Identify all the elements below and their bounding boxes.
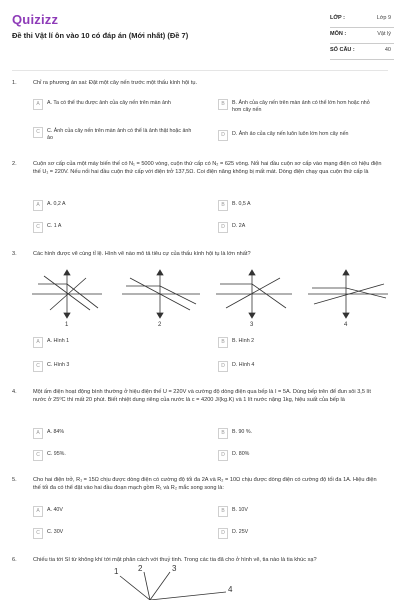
question-text: Cho hai điện trở, R₁ = 15Ω chịu được dòng điện có cường độ tối đa 2A và R₂ = 10Ω chịu được dòng điện có cường độ tối đa 1A. Hiệu điện thế tối đa có thể đặt vào hai đầu đoạn mạch gồm R₁ và R₂ mắc song song là: xyxy=(33,477,377,492)
option-letter-box: B xyxy=(218,337,228,348)
ray-label-3: 3 xyxy=(172,564,177,573)
option-letter-box: A xyxy=(33,99,43,110)
figure-label-3: 3 xyxy=(250,322,254,328)
option-text: C. 95%. xyxy=(47,451,66,457)
refraction-figure xyxy=(20,562,280,600)
question-number: 2. xyxy=(12,161,17,167)
option-text: D. 80% xyxy=(232,451,250,457)
figure-1 xyxy=(32,270,102,318)
question-text: Cuộn sơ cấp của một máy biến thế có N₁ = 5000 vòng, cuộn thứ cấp có N₂ = 625 vòng. Nối hai đầu cuộn sơ cấp vào mạng điện có hiệu điện thế U₁ = 220V. Nếu nối hai đầu cuộn thứ cấp với điện trở 137,5Ω. Coi điện năng không bị mất mát. Dòng điện chạy qua cuộn thứ cấp là xyxy=(33,161,382,176)
figure-4 xyxy=(308,270,388,318)
option-text: A. 84% xyxy=(47,429,65,435)
question-number: 4. xyxy=(12,389,17,395)
meta-row-subject xyxy=(330,28,394,44)
option-letter-box: C xyxy=(33,528,43,539)
option-text: D. Ảnh ảo của cây nến luôn luôn lớn hơn cây nến xyxy=(232,131,349,137)
option-letter-box: D xyxy=(218,528,228,539)
option-letter-box: B xyxy=(218,506,228,517)
option-text: A. 40V xyxy=(47,507,63,513)
option-text: D. Hình 4 xyxy=(232,362,255,368)
meta-info-table xyxy=(330,12,394,60)
option-text: C. 1 A xyxy=(47,223,62,229)
option-letter-box: B xyxy=(218,99,228,110)
option-letter-box: C xyxy=(33,222,43,233)
option-text: C. Hình 3 xyxy=(47,362,70,368)
option-text: D. 2A xyxy=(232,223,246,229)
option-letter-box: B xyxy=(218,200,228,211)
question-text: Chiếu tia tới SI từ không khí tới mặt phân cách với thuỷ tinh. Trong các tia đã cho ở hình vẽ, tia nào là tia khúc xạ? xyxy=(33,557,317,563)
quizizz-logo: Quizizz xyxy=(12,12,59,27)
option-text: B. Ảnh của cây nến trên màn ảnh có thể lớn hơn hoặc nhỏ hơn cây nến xyxy=(232,100,370,114)
question-number: 1. xyxy=(12,80,17,86)
ray-label-1: 1 xyxy=(114,567,119,576)
meta-key: MÔN : xyxy=(330,31,347,37)
meta-value: Lớp 9 xyxy=(376,15,391,21)
question-text: Chỉ ra phương án sai: Đặt một cây nến trước một thấu kính hội tụ. xyxy=(33,80,198,86)
option-text: B. 0,5 A xyxy=(232,201,251,207)
option-text: C. 30V xyxy=(47,529,64,535)
option-letter-box: D xyxy=(218,222,228,233)
figure-3 xyxy=(216,270,292,318)
option-letter-box: A xyxy=(33,200,43,211)
question-number: 6. xyxy=(12,557,17,563)
option-letter-box: C xyxy=(33,450,43,461)
meta-row-class xyxy=(330,12,394,28)
option-text: D. 25V xyxy=(232,529,249,535)
option-letter-box: D xyxy=(218,361,228,372)
option-text: A. Hình 1 xyxy=(47,338,70,344)
ray-label-2: 2 xyxy=(138,564,143,573)
ray-4 xyxy=(150,592,226,600)
option-text: B. Hình 2 xyxy=(232,338,255,344)
ray-3 xyxy=(150,572,170,600)
figure-2 xyxy=(122,270,200,318)
option-letter-box: D xyxy=(218,130,228,141)
meta-row-count xyxy=(330,44,394,60)
option-letter-box: C xyxy=(33,127,43,138)
option-letter-box: D xyxy=(218,450,228,461)
option-text: A. Ta có thể thu được ảnh của cây nến trên màn ảnh xyxy=(47,100,171,106)
worksheet-header xyxy=(0,0,400,62)
option-letter-box: A xyxy=(33,506,43,517)
figure-label-2: 2 xyxy=(158,322,162,328)
question-text: Các hình được vẽ cùng tỉ lệ. Hình vẽ nào mô tả tiêu cự của thấu kính hội tụ là lớn nhất? xyxy=(33,251,251,257)
figure-label-4: 4 xyxy=(344,322,348,328)
figure-label-1: 1 xyxy=(65,322,69,328)
option-letter-box: A xyxy=(33,337,43,348)
meta-key: SỐ CÂU : xyxy=(330,47,355,53)
lens-figures xyxy=(30,264,390,332)
page-title: Đề thi Vật lí ôn vào 10 có đáp án (Mới nhất) (Đề 7) xyxy=(12,31,189,40)
question-text: Một ấm điện hoạt động bình thường ở hiệu điện thế U = 220V và cường độ dòng điện qua bếp là I = 5A. Dùng bếp trên để đun sôi 3,5 lít nước ở 25⁰C thì mất 20 phút. Biết nhiệt dung riêng của nước là c = 4200 J/(kg.K) và 1 lít nước nặng 1kg, hiệu suất của bếp là xyxy=(33,389,371,404)
option-text: B. 90 %. xyxy=(232,429,253,435)
question-number: 3. xyxy=(12,251,17,257)
meta-value: 40 xyxy=(384,47,391,53)
option-text: A. 0,2 A xyxy=(47,201,66,207)
option-text: C. Ảnh của cây nến trên màn ảnh có thể là ảnh thật hoặc ảnh ảo xyxy=(47,128,192,142)
option-letter-box: B xyxy=(218,428,228,439)
question-number: 5. xyxy=(12,477,17,483)
meta-value: Vật lý xyxy=(377,31,391,37)
option-letter-box: C xyxy=(33,361,43,372)
header-divider xyxy=(12,70,388,71)
ray-label-4: 4 xyxy=(228,585,233,594)
meta-key: LỚP : xyxy=(330,15,345,21)
option-letter-box: A xyxy=(33,428,43,439)
option-text: B. 10V xyxy=(232,507,248,513)
